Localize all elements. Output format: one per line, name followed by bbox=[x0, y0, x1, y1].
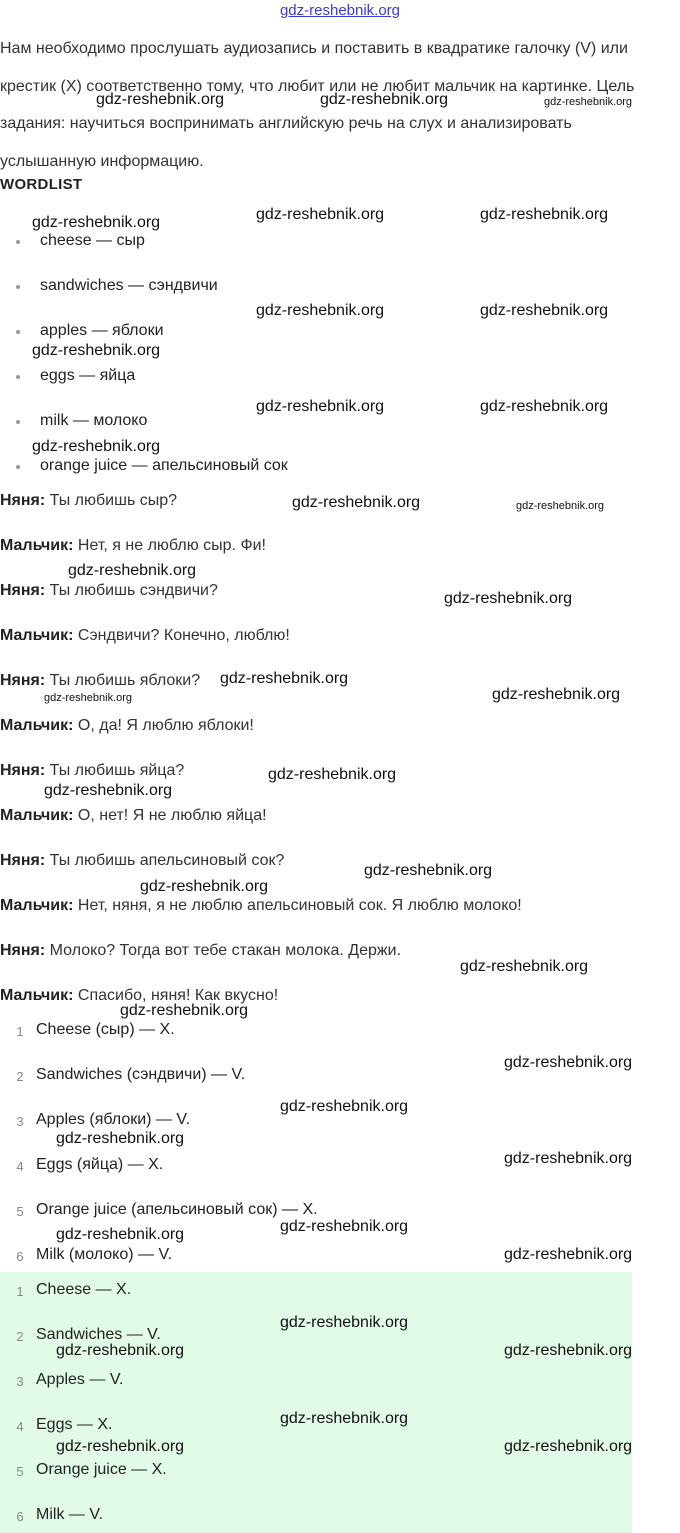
watermark: gdz-reshebnik.org bbox=[292, 494, 421, 511]
bullet-icon bbox=[16, 285, 20, 289]
watermark: gdz-reshebnik.org bbox=[460, 958, 589, 975]
speaker-label: Няня bbox=[0, 762, 40, 779]
watermark: gdz-reshebnik.org bbox=[280, 1314, 409, 1331]
watermark: gdz-reshebnik.org bbox=[56, 1226, 185, 1243]
dialogue-line: Мальчик: О, нет! Я не люблю яйца! bbox=[0, 807, 267, 824]
answer-number: 5 bbox=[16, 1464, 24, 1479]
watermark: gdz-reshebnik.org bbox=[516, 500, 605, 512]
speaker-label: Мальчик bbox=[0, 537, 69, 554]
answer-item: Apples (яблоки) — V. bbox=[36, 1111, 191, 1128]
answer-item: Cheese (сыр) — X. bbox=[36, 1021, 175, 1038]
wordlist-item: sandwiches — сэндвичи bbox=[40, 277, 218, 295]
answer-number: 5 bbox=[16, 1204, 24, 1219]
watermark: gdz-reshebnik.org bbox=[268, 766, 397, 783]
wordlist-item: milk — молоко bbox=[40, 412, 147, 430]
answer-number: 4 bbox=[16, 1419, 24, 1434]
bullet-icon bbox=[16, 375, 20, 379]
watermark: gdz-reshebnik.org bbox=[56, 1438, 185, 1455]
dialogue-line: Няня: Ты любишь апельсиновый сок? bbox=[0, 852, 285, 869]
watermark: gdz-reshebnik.org bbox=[280, 1218, 409, 1235]
watermark: gdz-reshebnik.org bbox=[44, 692, 133, 704]
answer-number: 1 bbox=[16, 1284, 24, 1299]
answer-item: Eggs — X. bbox=[36, 1416, 113, 1433]
answer-number: 4 bbox=[16, 1159, 24, 1174]
answer-item: Cheese — X. bbox=[36, 1281, 132, 1298]
wordlist-item: apples — яблоки bbox=[40, 322, 164, 340]
watermark: gdz-reshebnik.org bbox=[56, 1342, 185, 1359]
intro-paragraph: Нам необходимо прослушать аудиозапись и поставить в квадратике галочку (V) или крестик (X) соответственно тому, что любит или не любит мальчик на картинке. Цель задания: научиться воспринимать английскую речь на слух и анализировать услышанную информацию. bbox=[0, 40, 635, 170]
speaker-label: Няня bbox=[0, 492, 40, 509]
watermark: gdz-reshebnik.org bbox=[280, 1098, 409, 1115]
watermark: gdz-reshebnik.org bbox=[140, 878, 269, 895]
watermark: gdz-reshebnik.org bbox=[280, 1410, 409, 1427]
answer-number: 3 bbox=[16, 1114, 24, 1129]
bullet-icon bbox=[16, 420, 20, 424]
answer-item: Milk (молоко) — V. bbox=[36, 1246, 173, 1263]
answer-number: 6 bbox=[16, 1249, 24, 1264]
wordlist-item: eggs — яйца bbox=[40, 367, 135, 385]
watermark: gdz-reshebnik.org bbox=[480, 398, 609, 415]
watermark: gdz-reshebnik.org bbox=[504, 1438, 633, 1455]
dialogue-line: Мальчик: Нет, няня, я не люблю апельсиновый сок. Я люблю молоко! bbox=[0, 897, 522, 914]
watermark: gdz-reshebnik.org bbox=[256, 398, 385, 415]
answer-number: 3 bbox=[16, 1374, 24, 1389]
dialogue-line: Мальчик: Сэндвичи? Конечно, люблю! bbox=[0, 627, 290, 644]
watermark: gdz-reshebnik.org bbox=[444, 590, 573, 607]
watermark: gdz-reshebnik.org bbox=[504, 1150, 633, 1167]
speaker-label: Няня bbox=[0, 852, 40, 869]
watermark: gdz-reshebnik.org bbox=[256, 302, 385, 319]
answer-item: Sandwiches — V. bbox=[36, 1326, 161, 1343]
watermark: gdz-reshebnik.org bbox=[120, 1002, 249, 1019]
dialogue-line: Няня: Ты любишь яблоки? bbox=[0, 672, 201, 689]
dialogue-line: Няня: Молоко? Тогда вот тебе стакан молока. Держи. bbox=[0, 942, 402, 959]
answer-item: Eggs (яйца) — X. bbox=[36, 1156, 164, 1173]
watermark: gdz-reshebnik.org bbox=[56, 1130, 185, 1147]
dialogue-line: Няня: Ты любишь сыр? bbox=[0, 492, 178, 509]
bullet-icon bbox=[16, 240, 20, 244]
watermark: gdz-reshebnik.org bbox=[32, 438, 161, 455]
answer-item: Milk — V. bbox=[36, 1506, 103, 1523]
watermark: gdz-reshebnik.org bbox=[504, 1054, 633, 1071]
dialogue-line: Мальчик: О, да! Я люблю яблоки! bbox=[0, 717, 254, 734]
answer-item: Orange juice (апельсиновый сок) — X. bbox=[36, 1201, 318, 1218]
speaker-label: Мальчик bbox=[0, 807, 69, 824]
answer-number: 2 bbox=[16, 1329, 24, 1344]
wordlist-item: orange juice — апельсиновый сок bbox=[40, 457, 288, 475]
watermark: gdz-reshebnik.org bbox=[96, 91, 225, 108]
speaker-label: Няня bbox=[0, 942, 40, 959]
answer-item: Sandwiches (сэндвичи) — V. bbox=[36, 1066, 246, 1083]
watermark: gdz-reshebnik.org bbox=[220, 670, 349, 687]
watermark: gdz-reshebnik.org bbox=[544, 96, 633, 108]
watermark: gdz-reshebnik.org bbox=[32, 342, 161, 359]
dialogue-line: Мальчик: Спасибо, няня! Как вкусно! bbox=[0, 987, 279, 1004]
watermark: gdz-reshebnik.org bbox=[320, 91, 449, 108]
bullet-icon bbox=[16, 465, 20, 469]
speaker-label: Мальчик bbox=[0, 897, 69, 914]
answer-number: 6 bbox=[16, 1509, 24, 1524]
watermark: gdz-reshebnik.org bbox=[256, 206, 385, 223]
answer-item: Apples — V. bbox=[36, 1371, 124, 1388]
dialogue-line: Няня: Ты любишь яйца? bbox=[0, 762, 185, 779]
watermark: gdz-reshebnik.org bbox=[504, 1342, 633, 1359]
answer-item: Orange juice — X. bbox=[36, 1461, 167, 1478]
speaker-label: Мальчик bbox=[0, 717, 69, 734]
speaker-label: Мальчик bbox=[0, 627, 69, 644]
watermark: gdz-reshebnik.org bbox=[68, 562, 197, 579]
watermark: gdz-reshebnik.org bbox=[480, 302, 609, 319]
watermark: gdz-reshebnik.org bbox=[32, 214, 161, 231]
watermark: gdz-reshebnik.org bbox=[44, 782, 173, 799]
dialogue-line: Мальчик: Нет, я не люблю сыр. Фи! bbox=[0, 537, 266, 554]
answer-number: 1 bbox=[16, 1024, 24, 1039]
dialogue-line: Няня: Ты любишь сэндвичи? bbox=[0, 582, 218, 599]
bullet-icon bbox=[16, 330, 20, 334]
wordlist-title: WORDLIST bbox=[0, 176, 83, 193]
speaker-label: Няня bbox=[0, 672, 40, 689]
watermark: gdz-reshebnik.org bbox=[504, 1246, 633, 1263]
wordlist-item: cheese — сыр bbox=[40, 232, 145, 250]
site-header-link[interactable]: gdz-reshebnik.org bbox=[279, 2, 401, 19]
watermark: gdz-reshebnik.org bbox=[480, 206, 609, 223]
speaker-label: Няня bbox=[0, 582, 40, 599]
watermark: gdz-reshebnik.org bbox=[492, 686, 621, 703]
watermark: gdz-reshebnik.org bbox=[364, 862, 493, 879]
speaker-label: Мальчик bbox=[0, 987, 69, 1004]
answer-number: 2 bbox=[16, 1069, 24, 1084]
answer-box bbox=[0, 1272, 632, 1533]
